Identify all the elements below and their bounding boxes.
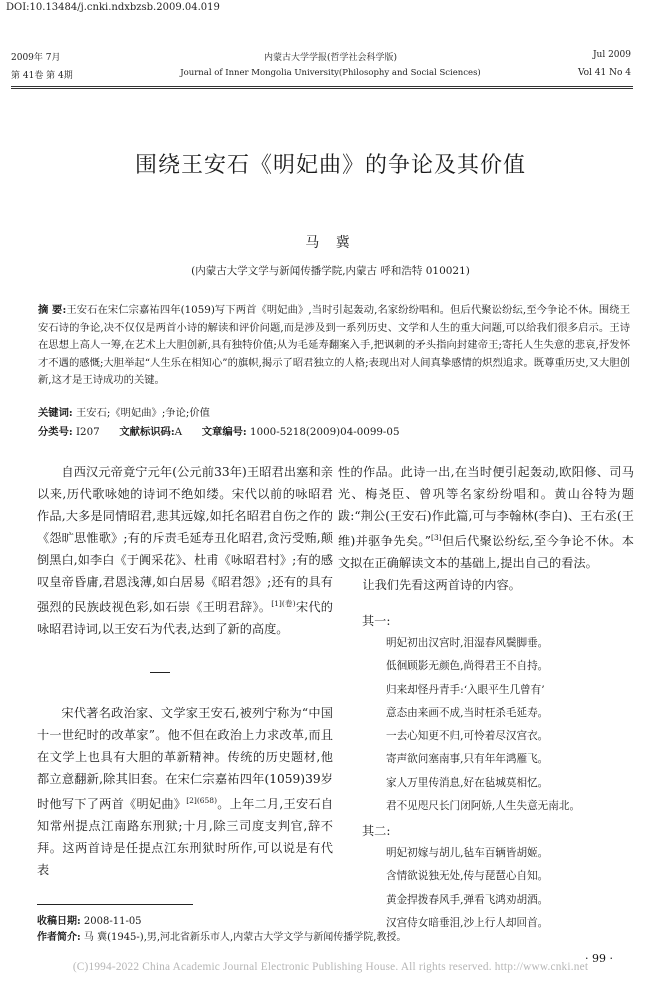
poem-line: 家人万里传消息,好在毡城莫相忆。 [386, 776, 549, 789]
poem-line: 低徊顾影无颜色,尚得君王不自持。 [386, 660, 549, 673]
copyright-watermark: (C)1994-2022 China Academic Journal Electronic Publishing House. All rights reserved. http://www.cnki.net [72, 961, 589, 973]
doc-code: A [174, 426, 183, 438]
poem-line: 明妃初出汉宫时,泪湿春风鬓脚垂。 [386, 637, 549, 649]
footnote-author: 作者简介: 马 冀(1945-),男,河北省新乐市人,内蒙古大学文学与新闻传播学院,教授。 [37, 932, 407, 943]
poem-line: 意态由来画不成,当时枉杀毛延寿。 [386, 706, 549, 719]
header-rule-2 [11, 88, 633, 89]
header-volume-en: Vol 41 No 4 [577, 68, 631, 78]
body-paragraph: 性的作品。此诗一出,在当时便引起轰动,欧阳修、司马光、梅尧臣、曾巩等名家纷纷唱和。黄山谷特为题跋:“荆公(王安石)作此篇,可与李翰林(李白)、王右丞(王维)并驱争先矣。”[3]但后代聚讼纷纭,至今争论不休。本文拟在正确解读文本的基础上,提出自己的看法。 [338, 465, 634, 571]
doi-line: DOI:10.13484/j.cnki.ndxbzsb.2009.04.019 [6, 2, 220, 13]
left-column-intro [37, 461, 333, 640]
author-name: 马 冀 [305, 235, 356, 251]
poem-line: 一去心知更不归,可怜着尽汉宫衣。 [386, 730, 549, 743]
intro-line: 让我们先看这两首诗的内容。 [362, 578, 521, 593]
header-rule [11, 86, 633, 87]
class-number: I207 [75, 426, 100, 438]
abstract-label: 摘 要: [38, 304, 67, 316]
body-paragraph: 宋代著名政治家、文学家王安石,被列宁称为“中国十一世纪时的改革家”。他不但在政治上力求改革,而且在文学上也具有大胆的革新精神。传统的历史题材,他都立意翻新,除其旧套。在宋仁宗嘉祐四年(1059)39岁时他写下了两首《明妃曲》$^{[2](658)}$。上年二月,王安石自知常州提点江南路东刑狱;十月,除三司度支判官,辞不拜。这两首诗是任提点江东刑狱时所作,可以说是有代表 [37, 706, 334, 878]
poem-line: 归来却怪丹青手:‘入眼平生几曾有’ [386, 683, 545, 696]
footnote-rule [37, 904, 193, 905]
poem2-label: 其二: [362, 824, 391, 838]
footnote-received: 收稿日期: 2008-11-05 [37, 916, 142, 927]
header-volume: 第 41卷 第 4期 [11, 71, 73, 81]
poem-line: 汉宫侍女暗垂泪,沙上行人却回首。 [386, 916, 549, 929]
left-column-section [37, 702, 333, 881]
paper-title: 围绕王安石《明妃曲》的争论及其价值 [134, 153, 526, 178]
poem-line: 明妃初嫁与胡儿,毡车百辆皆胡姬。 [386, 847, 549, 859]
poem1-label: 其一: [362, 614, 391, 628]
poem-line: 含情欲说独无处,传与琵琶心自知。 [386, 870, 549, 883]
header-date: 2009年 7月 [11, 53, 61, 63]
article-number: 1000-5218(2009)04-0099-05 [250, 426, 400, 438]
page-number: · 99 · [585, 952, 613, 965]
classification-line [38, 423, 400, 438]
abstract-text: 王安石在宋仁宗嘉祐四年(1059)写下两首《明妃曲》,当时引起轰动,名家纷纷唱和。但后代聚讼纷纭,至今争论不休。围绕王安石诗的争论,决不仅仅是两首小诗的解读和评价问题,而是涉及到一系列历史、文学和人生的重大问题,可以给我们很多启示。王诗在思想上高人一筹,在艺术上大胆创新,具有独特价值;从为毛延寿翻案入手,把讽刺的矛头指向封建帝王;寄托人生失意的悲哀,抒发怀才不遇的感慨;大胆举起“人生乐在相知心”的旗帜,揭示了昭君独立的人格;表现出对人间真挚感情的炽烈追求。既尊重历史,又大胆创新,这才是王诗成功的关键。 [38, 304, 630, 386]
keywords-text: 王安石;《明妃曲》;争论;价值 [75, 407, 210, 419]
citation-ref: [2](658) [186, 796, 217, 805]
abstract [38, 302, 630, 390]
poem-line: 君不见咫尺长门闭阿娇,人生失意无南北。 [386, 800, 581, 813]
body-paragraph: 自西汉元帝竟宁元年(公元前33年)王昭君出塞和亲以来,历代歌咏她的诗词不绝如缕。宋代以前的咏昭君作品,大多是同情昭君,悲其远嫁,如托名昭君自伤之作的《怨旷思惟歌》;有的斥责毛延寿丑化昭君,贪污受贿,颠倒黑白,如李白《于阗采花》、杜甫《咏昭君村》;有的感叹皇帝昏庸,君恩浅薄,如白居易《昭君怨》;还有的具有强烈的民族歧视色彩,如石崇《王明君辞》。$^{[1](卷)}$宋代的咏昭君诗词,以王安石为代表,达到了新的高度。 [37, 465, 333, 637]
affiliation: (内蒙古大学文学与新闻传播学院,内蒙古 呼和浩特 010021) [191, 265, 470, 277]
header-journal-cn: 内蒙古大学学报(哲学社会科学版) [263, 53, 398, 63]
article-number-label: 文章编号: [201, 426, 247, 438]
keywords [38, 404, 210, 419]
poem-line: 黄金捍拨春风手,弹看飞鸿劝胡酒。 [386, 893, 549, 906]
right-column [338, 461, 634, 596]
class-number-label: 分类号: [38, 426, 73, 438]
header-date-en: Jul 2009 [592, 50, 631, 60]
header-journal-en: Journal of Inner Mongolia University(Philosophy and Social Sciences) [180, 68, 481, 78]
section-number-one [150, 672, 170, 673]
citation-ref: [1](卷) [271, 599, 296, 608]
poem-one [386, 632, 580, 818]
doc-code-label: 文献标识码: [119, 426, 175, 438]
keywords-label: 关键词: [38, 407, 73, 419]
poem-line: 寄声欲问塞南事,只有年年鸿雁飞。 [386, 753, 549, 766]
citation-ref: [3] [431, 533, 442, 542]
poem-two [386, 842, 548, 935]
